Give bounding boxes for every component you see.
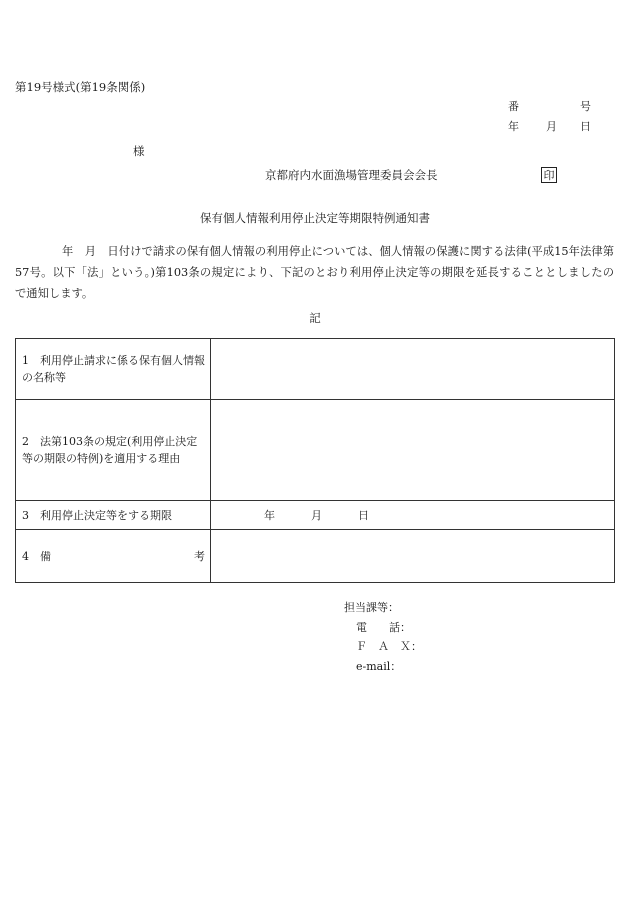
- form-number: 第19号様式(第19条関係): [15, 80, 146, 94]
- contact-dept: 担当課等：: [344, 601, 399, 614]
- number-label-right: 号: [580, 100, 591, 113]
- deadline-month: 月: [311, 509, 322, 522]
- row2-label-text: 法第103条の規定(利用停止決定等の期限の特例)を適用する理由: [22, 435, 198, 465]
- contact-email: e-mail：: [356, 659, 402, 673]
- deadline-year: 年: [264, 509, 275, 522]
- table-row: [16, 501, 615, 530]
- contact-block: [344, 598, 422, 676]
- notice-body: 年 月 日付けで請求の保有個人情報の利用停止については、個人情報の保護に関する法律(平成15年法律第57号。以下「法」という。)第103条の規定により、下記のとおり利用停止決定等の期限を延長することとしましたので通知します。: [15, 245, 614, 300]
- date-month: 月: [546, 120, 557, 133]
- table-row: [16, 339, 615, 400]
- date-day: 日: [580, 120, 591, 133]
- row4-label-left: 備: [40, 549, 51, 563]
- contact-fax: Ｆ Ａ Ｘ：: [356, 640, 422, 653]
- row1-value: [211, 339, 615, 400]
- date-year: 年: [508, 120, 519, 133]
- document-title: 保有個人情報利用停止決定等期限特例通知書: [200, 211, 430, 225]
- ki-heading: 記: [309, 311, 321, 325]
- row2-number: 2: [22, 435, 29, 448]
- row3-value: [211, 501, 615, 530]
- table-row: [16, 530, 615, 583]
- row1-label-text: 利用停止請求に係る保有個人情報の名称等: [22, 354, 205, 384]
- row4-label-right: 考: [194, 549, 205, 563]
- row3-label: [16, 501, 211, 530]
- number-label-left: 番: [508, 100, 519, 113]
- details-table: [15, 338, 615, 583]
- row4-label: [16, 530, 211, 583]
- table-row: [16, 400, 615, 501]
- row2-label: [16, 400, 211, 501]
- row1-number: 1: [22, 354, 29, 367]
- row3-number: 3: [22, 508, 29, 522]
- row2-value: [211, 400, 615, 501]
- addressee: 様: [133, 144, 145, 158]
- row3-label-text: 利用停止決定等をする期限: [40, 508, 172, 522]
- row4-number: 4: [22, 549, 29, 563]
- contact-tel: 電 話：: [356, 620, 411, 634]
- row1-label: [16, 339, 211, 400]
- sender-name: 京都府内水面漁場管理委員会会長: [265, 168, 438, 182]
- seal-mark: 印: [541, 167, 557, 183]
- row4-value: [211, 530, 615, 583]
- deadline-day: 日: [358, 509, 369, 522]
